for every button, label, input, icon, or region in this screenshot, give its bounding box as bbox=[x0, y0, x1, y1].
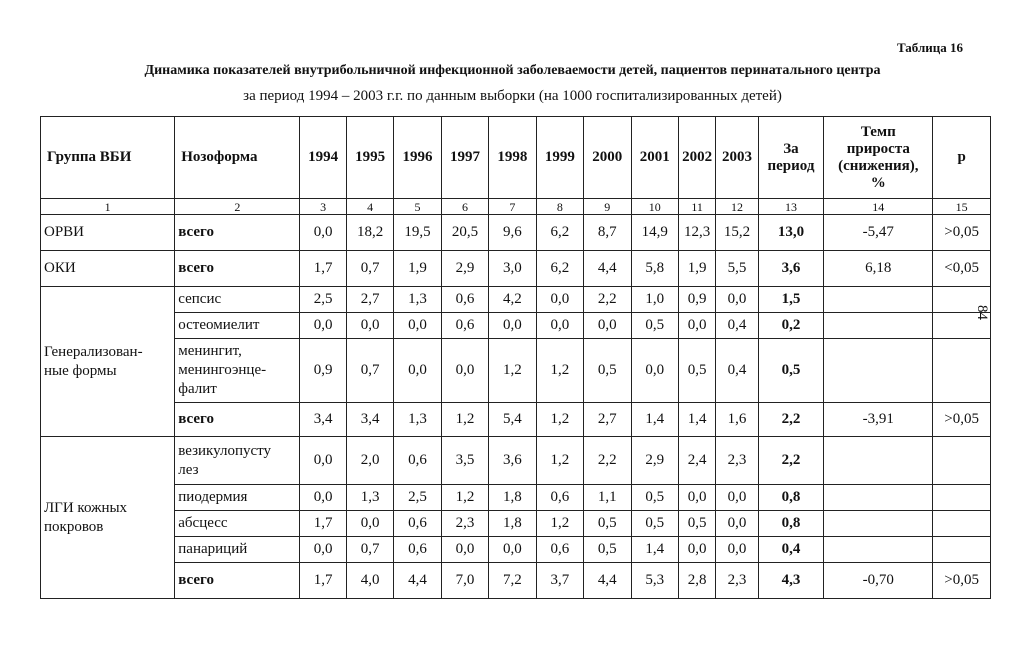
value-cell: 4,4 bbox=[394, 563, 441, 599]
value-cell: 0,7 bbox=[346, 339, 393, 403]
value-cell: 18,2 bbox=[346, 215, 393, 251]
value-cell: 1,2 bbox=[536, 437, 583, 485]
value-cell: 19,5 bbox=[394, 215, 441, 251]
value-cell: 0,0 bbox=[346, 313, 393, 339]
value-cell: 2,3 bbox=[716, 437, 758, 485]
growth-cell: -5,47 bbox=[824, 215, 933, 251]
value-cell: 0,5 bbox=[678, 339, 715, 403]
nosoform-line: менингоэнце- bbox=[178, 362, 267, 378]
nosoform-cell: всего bbox=[175, 215, 300, 251]
column-number: 2 bbox=[175, 199, 300, 215]
value-cell: 15,2 bbox=[716, 215, 758, 251]
value-cell: 3,6 bbox=[489, 437, 536, 485]
value-cell: 0,9 bbox=[678, 287, 715, 313]
value-cell: 0,4 bbox=[716, 313, 758, 339]
value-cell: 1,3 bbox=[394, 403, 441, 437]
value-cell: 2,0 bbox=[346, 437, 393, 485]
column-number: 9 bbox=[584, 199, 631, 215]
value-cell: 3,0 bbox=[489, 251, 536, 287]
value-cell: 3,5 bbox=[441, 437, 488, 485]
value-cell: 0,0 bbox=[678, 537, 715, 563]
value-cell: 0,0 bbox=[716, 485, 758, 511]
growth-cell bbox=[824, 437, 933, 485]
header-nosoform: Нозоформа bbox=[175, 117, 300, 199]
value-cell: 0,0 bbox=[631, 339, 678, 403]
row-skin-lgi-total bbox=[41, 563, 991, 599]
value-cell: 0,0 bbox=[300, 437, 346, 485]
group-orvi: ОРВИ bbox=[41, 215, 175, 251]
value-cell: 0,6 bbox=[394, 511, 441, 537]
nosoform-cell bbox=[175, 437, 300, 485]
p-cell bbox=[933, 339, 991, 403]
header-p: р bbox=[933, 117, 991, 199]
header-group: Группа ВБИ bbox=[41, 117, 175, 199]
value-cell: 0,0 bbox=[300, 537, 346, 563]
period-total-cell: 3,6 bbox=[758, 251, 824, 287]
growth-cell bbox=[824, 313, 933, 339]
table-caption-line1: Динамика показателей внутрибольничной инфекционной заболеваемости детей, пациентов перинатального центра bbox=[144, 63, 881, 78]
column-number: 14 bbox=[824, 199, 933, 215]
column-number: 1 bbox=[41, 199, 175, 215]
table-number-label: Таблица 16 bbox=[896, 40, 963, 55]
row-osteomyelitis bbox=[41, 313, 991, 339]
value-cell: 0,0 bbox=[300, 313, 346, 339]
value-cell: 5,4 bbox=[489, 403, 536, 437]
p-cell bbox=[933, 313, 991, 339]
value-cell: 0,0 bbox=[441, 537, 488, 563]
column-number: 7 bbox=[489, 199, 536, 215]
group-oki: ОКИ bbox=[41, 251, 175, 287]
header-year: 1998 bbox=[489, 117, 536, 199]
p-cell bbox=[933, 287, 991, 313]
nosoform-line: фалит bbox=[178, 381, 217, 397]
header-year: 2002 bbox=[678, 117, 715, 199]
row-panaritium bbox=[41, 537, 991, 563]
value-cell: 2,2 bbox=[584, 287, 631, 313]
period-total-cell: 0,4 bbox=[758, 537, 824, 563]
page-number: 84 bbox=[974, 305, 990, 320]
value-cell: 1,2 bbox=[536, 403, 583, 437]
value-cell: 1,6 bbox=[716, 403, 758, 437]
header-year: 1996 bbox=[394, 117, 441, 199]
column-number: 13 bbox=[758, 199, 824, 215]
row-oki bbox=[41, 251, 991, 287]
value-cell: 3,7 bbox=[536, 563, 583, 599]
value-cell: 2,7 bbox=[346, 287, 393, 313]
value-cell: 0,9 bbox=[300, 339, 346, 403]
group-skin-lgi bbox=[41, 437, 175, 599]
value-cell: 6,2 bbox=[536, 215, 583, 251]
column-number: 5 bbox=[394, 199, 441, 215]
p-cell bbox=[933, 485, 991, 511]
growth-cell: -0,70 bbox=[824, 563, 933, 599]
value-cell: 14,9 bbox=[631, 215, 678, 251]
row-abscess bbox=[41, 511, 991, 537]
value-cell: 1,2 bbox=[441, 403, 488, 437]
row-sepsis bbox=[41, 287, 991, 313]
value-cell: 1,4 bbox=[678, 403, 715, 437]
value-cell: 0,0 bbox=[489, 313, 536, 339]
nosoform-cell: абсцесс bbox=[175, 511, 300, 537]
value-cell: 1,3 bbox=[346, 485, 393, 511]
value-cell: 0,5 bbox=[584, 537, 631, 563]
value-cell: 2,3 bbox=[441, 511, 488, 537]
header-year: 1997 bbox=[441, 117, 488, 199]
row-pyoderma bbox=[41, 485, 991, 511]
nosoform-cell: остеомиелит bbox=[175, 313, 300, 339]
value-cell: 0,5 bbox=[631, 313, 678, 339]
value-cell: 20,5 bbox=[441, 215, 488, 251]
p-cell bbox=[933, 511, 991, 537]
p-cell: >0,05 bbox=[933, 563, 991, 599]
nosoform-cell bbox=[175, 339, 300, 403]
growth-cell bbox=[824, 511, 933, 537]
header-period-line2: период bbox=[767, 157, 815, 174]
row-generalized-total bbox=[41, 403, 991, 437]
value-cell: 0,0 bbox=[441, 339, 488, 403]
value-cell: 7,0 bbox=[441, 563, 488, 599]
growth-cell bbox=[824, 287, 933, 313]
nosoform-cell: всего bbox=[175, 251, 300, 287]
value-cell: 1,7 bbox=[300, 251, 346, 287]
value-cell: 0,7 bbox=[346, 537, 393, 563]
group-generalized-line1: Генерализован- bbox=[44, 343, 143, 360]
value-cell: 0,5 bbox=[584, 511, 631, 537]
group-skin-lgi-line2: покровов bbox=[44, 518, 104, 535]
value-cell: 2,8 bbox=[678, 563, 715, 599]
group-skin-lgi-line1: ЛГИ кожных bbox=[44, 499, 128, 516]
value-cell: 4,0 bbox=[346, 563, 393, 599]
header-growth-line3: (снижения), bbox=[838, 157, 919, 174]
nosoform-cell: всего bbox=[175, 403, 300, 437]
p-cell: >0,05 bbox=[933, 215, 991, 251]
value-cell: 1,8 bbox=[489, 511, 536, 537]
column-number: 8 bbox=[536, 199, 583, 215]
value-cell: 1,7 bbox=[300, 563, 346, 599]
value-cell: 3,4 bbox=[300, 403, 346, 437]
value-cell: 0,5 bbox=[631, 485, 678, 511]
value-cell: 0,6 bbox=[441, 313, 488, 339]
period-total-cell: 0,2 bbox=[758, 313, 824, 339]
table-caption-line2: за период 1994 – 2003 г.г. по данным выборки (на 1000 госпитализированных детей) bbox=[243, 88, 782, 104]
header-year: 1995 bbox=[346, 117, 393, 199]
nosoform-line: менингит, bbox=[178, 343, 242, 359]
value-cell: 0,5 bbox=[678, 511, 715, 537]
value-cell: 1,9 bbox=[394, 251, 441, 287]
value-cell: 1,2 bbox=[536, 339, 583, 403]
period-total-cell: 1,5 bbox=[758, 287, 824, 313]
header-period bbox=[758, 117, 824, 199]
nosoform-line: везикулопусту bbox=[178, 442, 271, 459]
header-growth-line1: Темп bbox=[860, 123, 896, 140]
growth-cell bbox=[824, 537, 933, 563]
column-number: 12 bbox=[716, 199, 758, 215]
nosoform-cell: панариций bbox=[175, 537, 300, 563]
nosoform-line: лез bbox=[178, 461, 199, 478]
value-cell: 0,5 bbox=[631, 511, 678, 537]
value-cell: 1,8 bbox=[489, 485, 536, 511]
value-cell: 0,6 bbox=[394, 437, 441, 485]
growth-cell bbox=[824, 485, 933, 511]
value-cell: 0,0 bbox=[716, 537, 758, 563]
value-cell: 2,5 bbox=[394, 485, 441, 511]
p-cell: >0,05 bbox=[933, 403, 991, 437]
value-cell: 4,4 bbox=[584, 563, 631, 599]
header-year: 2001 bbox=[631, 117, 678, 199]
header-growth-line4: % bbox=[870, 174, 886, 191]
column-number: 15 bbox=[933, 199, 991, 215]
value-cell: 6,2 bbox=[536, 251, 583, 287]
period-total-cell: 0,5 bbox=[758, 339, 824, 403]
value-cell: 2,2 bbox=[584, 437, 631, 485]
value-cell: 0,0 bbox=[346, 511, 393, 537]
nosoform-cell: всего bbox=[175, 563, 300, 599]
morbidity-table bbox=[40, 116, 991, 599]
value-cell: 0,6 bbox=[394, 537, 441, 563]
value-cell: 2,5 bbox=[300, 287, 346, 313]
value-cell: 1,2 bbox=[536, 511, 583, 537]
value-cell: 7,2 bbox=[489, 563, 536, 599]
row-meningitis bbox=[41, 339, 991, 403]
column-number: 11 bbox=[678, 199, 715, 215]
value-cell: 2,4 bbox=[678, 437, 715, 485]
column-number: 10 bbox=[631, 199, 678, 215]
value-cell: 1,2 bbox=[441, 485, 488, 511]
p-cell: <0,05 bbox=[933, 251, 991, 287]
value-cell: 1,4 bbox=[631, 537, 678, 563]
value-cell: 1,3 bbox=[394, 287, 441, 313]
period-total-cell: 0,8 bbox=[758, 511, 824, 537]
value-cell: 4,4 bbox=[584, 251, 631, 287]
growth-cell: -3,91 bbox=[824, 403, 933, 437]
nosoform-cell: пиодермия bbox=[175, 485, 300, 511]
row-orvi bbox=[41, 215, 991, 251]
column-number: 3 bbox=[300, 199, 346, 215]
value-cell: 0,0 bbox=[584, 313, 631, 339]
value-cell: 1,4 bbox=[631, 403, 678, 437]
column-number: 6 bbox=[441, 199, 488, 215]
period-total-cell: 13,0 bbox=[758, 215, 824, 251]
value-cell: 8,7 bbox=[584, 215, 631, 251]
p-cell bbox=[933, 537, 991, 563]
value-cell: 0,0 bbox=[394, 313, 441, 339]
value-cell: 5,5 bbox=[716, 251, 758, 287]
period-total-cell: 2,2 bbox=[758, 403, 824, 437]
group-generalized-line2: ные формы bbox=[44, 362, 117, 379]
value-cell: 0,6 bbox=[441, 287, 488, 313]
value-cell: 1,2 bbox=[489, 339, 536, 403]
column-number-row bbox=[41, 199, 991, 215]
value-cell: 1,9 bbox=[678, 251, 715, 287]
value-cell: 0,6 bbox=[536, 537, 583, 563]
value-cell: 0,5 bbox=[584, 339, 631, 403]
value-cell: 1,0 bbox=[631, 287, 678, 313]
value-cell: 0,0 bbox=[678, 485, 715, 511]
header-period-line1: За bbox=[783, 140, 799, 157]
value-cell: 0,0 bbox=[300, 215, 346, 251]
header-growth bbox=[824, 117, 933, 199]
value-cell: 0,0 bbox=[536, 287, 583, 313]
header-year: 1999 bbox=[536, 117, 583, 199]
header-year: 2000 bbox=[584, 117, 631, 199]
value-cell: 0,0 bbox=[716, 287, 758, 313]
value-cell: 0,0 bbox=[489, 537, 536, 563]
period-total-cell: 0,8 bbox=[758, 485, 824, 511]
value-cell: 2,9 bbox=[631, 437, 678, 485]
value-cell: 0,0 bbox=[300, 485, 346, 511]
value-cell: 5,3 bbox=[631, 563, 678, 599]
column-number: 4 bbox=[346, 199, 393, 215]
growth-cell bbox=[824, 339, 933, 403]
header-year: 2003 bbox=[716, 117, 758, 199]
value-cell: 4,2 bbox=[489, 287, 536, 313]
value-cell: 2,9 bbox=[441, 251, 488, 287]
row-vesiculopustulosis bbox=[41, 437, 991, 485]
value-cell: 9,6 bbox=[489, 215, 536, 251]
group-generalized bbox=[41, 287, 175, 437]
value-cell: 0,0 bbox=[394, 339, 441, 403]
header-year: 1994 bbox=[300, 117, 346, 199]
value-cell: 0,0 bbox=[678, 313, 715, 339]
period-total-cell: 2,2 bbox=[758, 437, 824, 485]
value-cell: 3,4 bbox=[346, 403, 393, 437]
value-cell: 0,0 bbox=[536, 313, 583, 339]
value-cell: 0,4 bbox=[716, 339, 758, 403]
value-cell: 0,0 bbox=[716, 511, 758, 537]
value-cell: 12,3 bbox=[678, 215, 715, 251]
header-growth-line2: прироста bbox=[846, 140, 910, 157]
value-cell: 0,7 bbox=[346, 251, 393, 287]
period-total-cell: 4,3 bbox=[758, 563, 824, 599]
nosoform-cell: сепсис bbox=[175, 287, 300, 313]
growth-cell: 6,18 bbox=[824, 251, 933, 287]
value-cell: 1,1 bbox=[584, 485, 631, 511]
header-row bbox=[41, 117, 991, 199]
value-cell: 5,8 bbox=[631, 251, 678, 287]
value-cell: 0,6 bbox=[536, 485, 583, 511]
value-cell: 2,7 bbox=[584, 403, 631, 437]
p-cell bbox=[933, 437, 991, 485]
value-cell: 1,7 bbox=[300, 511, 346, 537]
value-cell: 2,3 bbox=[716, 563, 758, 599]
